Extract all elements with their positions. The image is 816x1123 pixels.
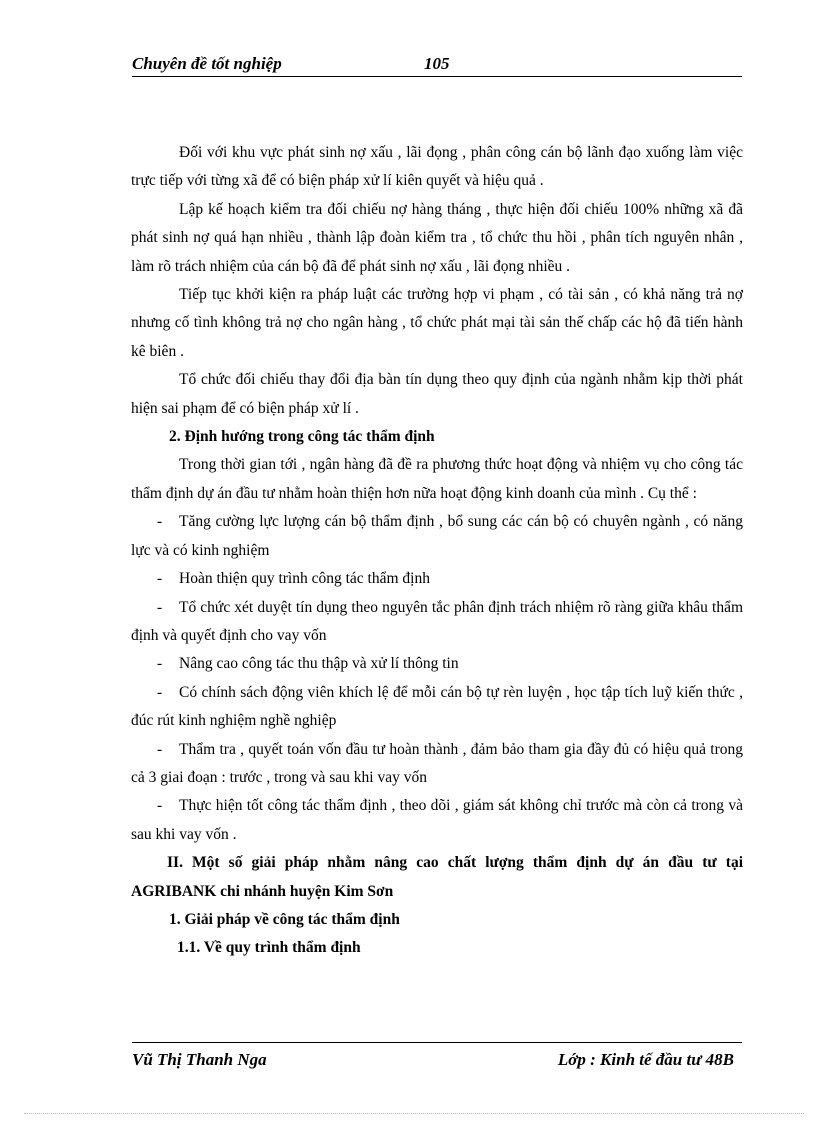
- list-item-text: Thẩm tra , quyết toán vốn đầu tư hoàn thành , đảm bảo tham gia đầy đủ có hiệu quả trong cả 3 giai đoạn : trước , trong và sau khi vay vốn: [131, 740, 743, 786]
- page-header: [132, 52, 742, 76]
- list-item: [131, 650, 743, 678]
- bullet-dash: -: [157, 513, 163, 531]
- footer-divider: [132, 1042, 742, 1043]
- header-divider: [132, 76, 742, 77]
- bullet-dash: -: [157, 598, 163, 616]
- subsection-heading: 1. Giải pháp về công tác thẩm định: [169, 910, 400, 928]
- paragraph: Trong thời gian tới , ngân hàng đã đề ra phương thức hoạt động và nhiệm vụ cho công tác thẩm định dự án đầu tư nhằm hoàn thiện hơn nữa hoạt động kinh doanh của mình . Cụ thể :: [131, 456, 743, 502]
- author-name: Vũ Thị Thanh Nga: [132, 1050, 267, 1069]
- list-item-text: Tổ chức xét duyệt tín dụng theo nguyên tắc phân định trách nhiệm rõ ràng giữa khâu thẩm định và quyết định cho vay vốn: [131, 598, 743, 644]
- page-edge-divider: [24, 1113, 804, 1114]
- list-item: [131, 508, 743, 565]
- class-name: Lớp : Kinh tế đầu tư 48B: [557, 1050, 734, 1069]
- paragraph: Tiếp tục khởi kiện ra pháp luật các trường hợp vi phạm , có tài sản , có khả năng trả nợ nhưng cố tình không trả nợ cho ngân hàng , tổ chức phát mại tài sản thế chấp các hộ đã tiến hành kê biên .: [131, 286, 743, 360]
- bullet-dash: -: [157, 740, 163, 758]
- page-number: 105: [424, 54, 450, 73]
- page-body: [131, 139, 743, 963]
- list-item: [131, 792, 743, 849]
- part-heading: II. Một số giải pháp nhằm nâng cao chất lượng thẩm định dự án đầu tư tại AGRIBANK chi nhánh huyện Kim Sơn: [131, 854, 743, 900]
- list-item: [131, 679, 743, 736]
- list-item-text: Hoàn thiện quy trình công tác thẩm định: [179, 570, 430, 588]
- page-footer: [132, 1048, 742, 1074]
- list-item-text: Thực hiện tốt công tác thẩm định , theo dõi , giám sát không chỉ trước mà còn cả trong và sau khi vay vốn .: [131, 797, 743, 843]
- list-item: [131, 565, 743, 593]
- document-title: Chuyên đề tốt nghiệp: [132, 54, 282, 73]
- section-heading: 2. Định hướng trong công tác thẩm định: [169, 428, 435, 446]
- list-item-text: Có chính sách động viên khích lệ để mỗi cán bộ tự rèn luyện , học tập tích luỹ kiến thức , đúc rút kinh nghiệm nghề nghiệp: [131, 683, 743, 730]
- bullet-dash: -: [157, 570, 163, 588]
- paragraph: Đối với khu vực phát sinh nợ xấu , lãi đọng , phân công cán bộ lãnh đạo xuống làm việc trực tiếp với từng xã để có biện pháp xử lí kiên quyết và hiệu quả .: [131, 144, 743, 190]
- bullet-dash: -: [157, 683, 163, 701]
- subsubsection-heading: 1.1. Về quy trình thẩm định: [177, 939, 361, 957]
- list-item-text: Tăng cường lực lượng cán bộ thẩm định , bổ sung các cán bộ có chuyên ngành , có năng lực và có kinh nghiệm: [131, 513, 743, 559]
- paragraph: Tổ chức đối chiếu thay đổi địa bàn tín dụng theo quy định của ngành nhằm kịp thời phát hiện sai phạm để có biện pháp xử lí .: [131, 371, 743, 417]
- bullet-dash: -: [157, 797, 163, 815]
- bullet-dash: -: [157, 655, 163, 673]
- list-item: [131, 736, 743, 793]
- list-item-text: Nâng cao công tác thu thập và xử lí thông tin: [179, 655, 459, 673]
- paragraph: Lập kế hoạch kiểm tra đối chiếu nợ hàng tháng , thực hiện đối chiếu 100% những xã đã phát sinh nợ quá hạn nhiều , thành lập đoàn kiểm tra , tổ chức thu hồi , phân tích nguyên nhân , làm rõ trách nhiệm của cán bộ đã để phát sinh nợ xấu , lãi đọng nhiều .: [131, 200, 743, 275]
- list-item: [131, 594, 743, 651]
